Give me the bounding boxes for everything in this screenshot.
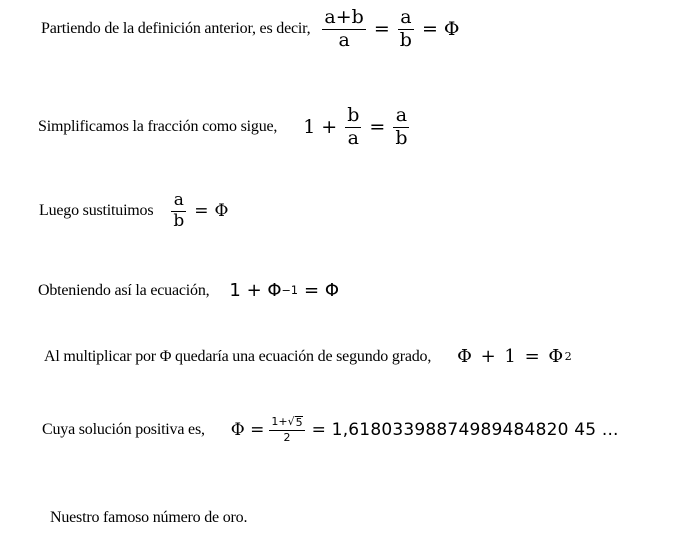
- step-4-text: Obteniendo así la ecuación,: [38, 281, 210, 299]
- step-6-text: Cuya solución positiva es,: [42, 420, 205, 438]
- golden-ratio-decimal: = 1,61803398874989484820 45 ...: [311, 419, 619, 440]
- equals-sign: =: [194, 201, 209, 222]
- step-1-text: Partiendo de la definición anterior, es decir,: [41, 20, 311, 38]
- fraction-a-over-b: [398, 8, 414, 51]
- equals-sign: =: [421, 18, 438, 41]
- step-4-equation: [229, 280, 339, 301]
- exponent: 2: [564, 350, 574, 363]
- exponent: −1: [281, 284, 299, 297]
- fraction-denominator: b: [173, 210, 185, 231]
- fraction-numerator: a: [400, 6, 412, 28]
- phi-symbol: Φ: [214, 201, 229, 222]
- fraction-numerator: a+b: [324, 6, 364, 28]
- radicand: 5: [295, 416, 303, 429]
- step-2-line: [38, 106, 411, 149]
- step-4-line: [38, 280, 339, 301]
- fraction-numerator: b: [347, 104, 360, 126]
- equation-rhs: = Φ: [304, 280, 340, 301]
- equation-lhs: Φ =: [230, 419, 265, 440]
- step-1-equation: [320, 8, 459, 51]
- equation-lhs: 1 + Φ: [229, 280, 282, 301]
- equals-sign: =: [373, 18, 390, 41]
- step-1-line: [41, 8, 459, 51]
- step-6-equation: [231, 416, 619, 443]
- equation-body: Φ + 1 = Φ: [457, 346, 565, 367]
- plus-sign: +: [321, 116, 338, 139]
- step-2-text: Simplificamos la fracción como sigue,: [38, 118, 278, 136]
- fraction-a-plus-b-over-a: [322, 8, 365, 51]
- fraction-denominator: b: [399, 28, 412, 51]
- fraction-numerator: [269, 416, 304, 429]
- fraction-denominator: a: [347, 126, 359, 149]
- step-3-line: [39, 192, 228, 231]
- step-7-text: Nuestro famoso número de oro.: [50, 509, 248, 526]
- fraction-a-over-b: [393, 106, 409, 149]
- equals-sign: =: [369, 116, 386, 139]
- phi-symbol: Φ: [443, 18, 460, 41]
- radical-sign-icon: √: [287, 415, 295, 428]
- step-5-text: Al multiplicar por Φ quedaría una ecuación de segundo grado,: [44, 347, 432, 365]
- fraction-b-over-a: [345, 106, 361, 149]
- number-one: 1: [303, 116, 316, 139]
- fraction-a-over-b: [171, 192, 186, 231]
- fraction-numerator: a: [395, 104, 408, 126]
- numerator-prefix: 1+: [271, 415, 288, 428]
- fraction-golden-ratio-formula: [269, 416, 304, 443]
- step-5-line: [44, 346, 573, 367]
- step-5-equation: [457, 346, 573, 367]
- step-6-line: [42, 416, 619, 443]
- step-7-line: [50, 509, 247, 527]
- fraction-numerator: a: [173, 190, 184, 210]
- step-2-equation: [303, 106, 411, 149]
- fraction-denominator: 2: [283, 430, 291, 444]
- step-3-equation: [169, 192, 228, 231]
- square-root: [288, 416, 303, 429]
- step-3-text: Luego sustituimos: [39, 202, 154, 220]
- fraction-denominator: b: [395, 126, 408, 149]
- fraction-denominator: a: [338, 28, 350, 51]
